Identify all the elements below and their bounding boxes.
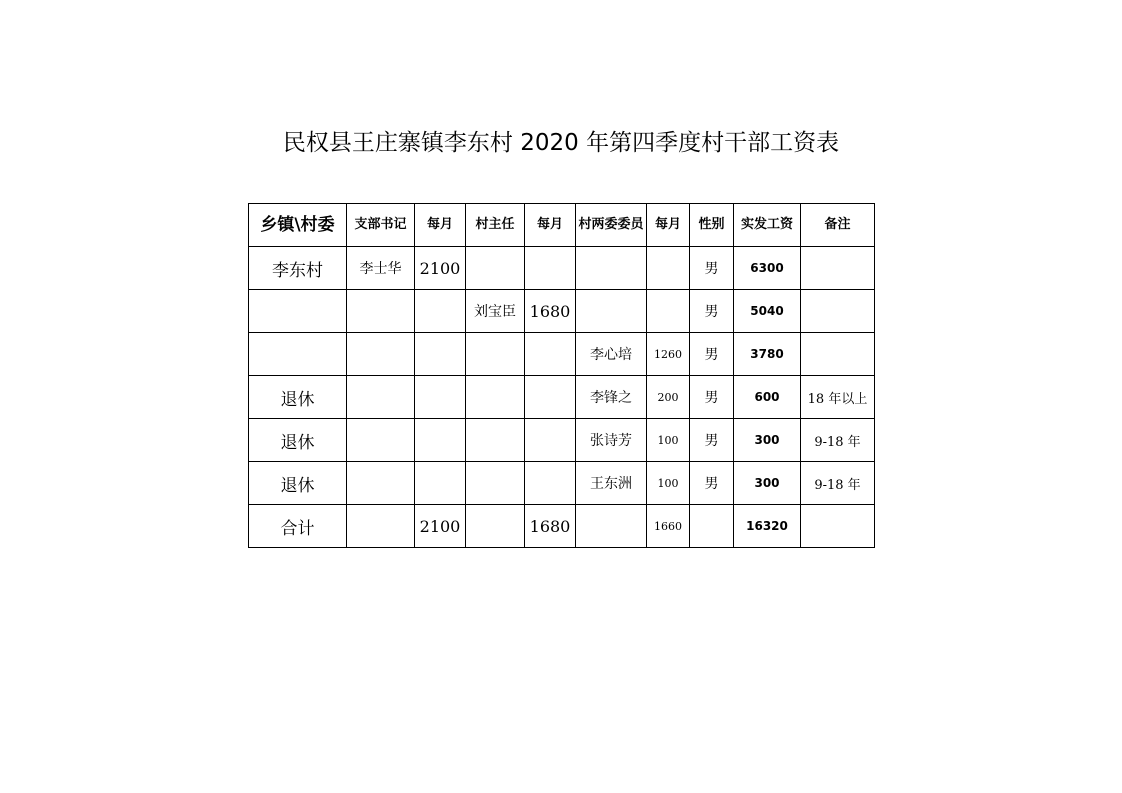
cell-head [466,505,525,548]
cell-remarks: 9-18 年 [801,462,875,505]
cell-total-actual-pay: 16320 [734,505,801,548]
cell-secretary-monthly [415,462,466,505]
cell-member-monthly [647,290,690,333]
cell-member-monthly: 200 [647,376,690,419]
header-township-village: 乡镇\村委 [249,204,347,247]
cell-gender [690,505,734,548]
cell-member [576,290,647,333]
cell-secretary: 李士华 [347,247,415,290]
cell-secretary [347,462,415,505]
cell-member-monthly: 1260 [647,333,690,376]
cell-secretary-monthly [415,419,466,462]
cell-remarks [801,333,875,376]
cell-gender: 男 [690,376,734,419]
table-row [249,290,875,333]
cell-head [466,333,525,376]
cell-member-monthly: 100 [647,419,690,462]
cell-village [249,333,347,376]
table-row [249,247,875,290]
header-party-secretary: 支部书记 [347,204,415,247]
header-actual-pay: 实发工资 [734,204,801,247]
table-row [249,333,875,376]
table-header-row [249,204,875,247]
table-row [249,419,875,462]
cell-secretary [347,376,415,419]
cell-gender: 男 [690,290,734,333]
cell-secretary-monthly [415,333,466,376]
cell-remarks: 18 年以上 [801,376,875,419]
cell-remarks [801,505,875,548]
cell-gender: 男 [690,462,734,505]
cell-head-monthly: 1680 [525,290,576,333]
header-monthly: 每月 [647,204,690,247]
cell-head-monthly [525,419,576,462]
cell-total-head-monthly: 1680 [525,505,576,548]
cell-head [466,376,525,419]
cell-actual-pay: 6300 [734,247,801,290]
cell-total-label: 合计 [249,505,347,548]
cell-head: 刘宝臣 [466,290,525,333]
cell-remarks: 9-18 年 [801,419,875,462]
cell-secretary-monthly [415,376,466,419]
cell-head [466,247,525,290]
cell-head-monthly [525,462,576,505]
table-row [249,376,875,419]
cell-member [576,247,647,290]
cell-head [466,419,525,462]
cell-actual-pay: 600 [734,376,801,419]
salary-table [248,203,875,548]
cell-gender: 男 [690,333,734,376]
cell-village: 退休 [249,462,347,505]
cell-secretary [347,333,415,376]
cell-member: 张诗芳 [576,419,647,462]
cell-actual-pay: 300 [734,419,801,462]
header-village-head: 村主任 [466,204,525,247]
cell-secretary [347,419,415,462]
cell-member-monthly [647,247,690,290]
cell-head-monthly [525,247,576,290]
cell-secretary-monthly [415,290,466,333]
cell-village: 退休 [249,376,347,419]
cell-secretary-monthly: 2100 [415,247,466,290]
cell-remarks [801,290,875,333]
cell-village [249,290,347,333]
cell-total-secretary-monthly: 2100 [415,505,466,548]
cell-secretary [347,290,415,333]
cell-gender: 男 [690,419,734,462]
table-total-row [249,505,875,548]
cell-actual-pay: 5040 [734,290,801,333]
cell-actual-pay: 300 [734,462,801,505]
cell-village: 李东村 [249,247,347,290]
cell-member-monthly: 100 [647,462,690,505]
cell-village: 退休 [249,419,347,462]
cell-head [466,462,525,505]
cell-head-monthly [525,376,576,419]
cell-total-member-monthly: 1660 [647,505,690,548]
header-gender: 性别 [690,204,734,247]
cell-secretary [347,505,415,548]
document-title: 民权县王庄寨镇李东村 2020 年第四季度村干部工资表 [282,130,840,156]
header-remarks: 备注 [801,204,875,247]
cell-member: 李心培 [576,333,647,376]
cell-member [576,505,647,548]
cell-member: 王东洲 [576,462,647,505]
cell-member: 李锋之 [576,376,647,419]
header-monthly: 每月 [415,204,466,247]
table-row [249,462,875,505]
cell-gender: 男 [690,247,734,290]
cell-actual-pay: 3780 [734,333,801,376]
header-monthly: 每月 [525,204,576,247]
cell-head-monthly [525,333,576,376]
header-committee-member: 村两委委员 [576,204,647,247]
cell-remarks [801,247,875,290]
